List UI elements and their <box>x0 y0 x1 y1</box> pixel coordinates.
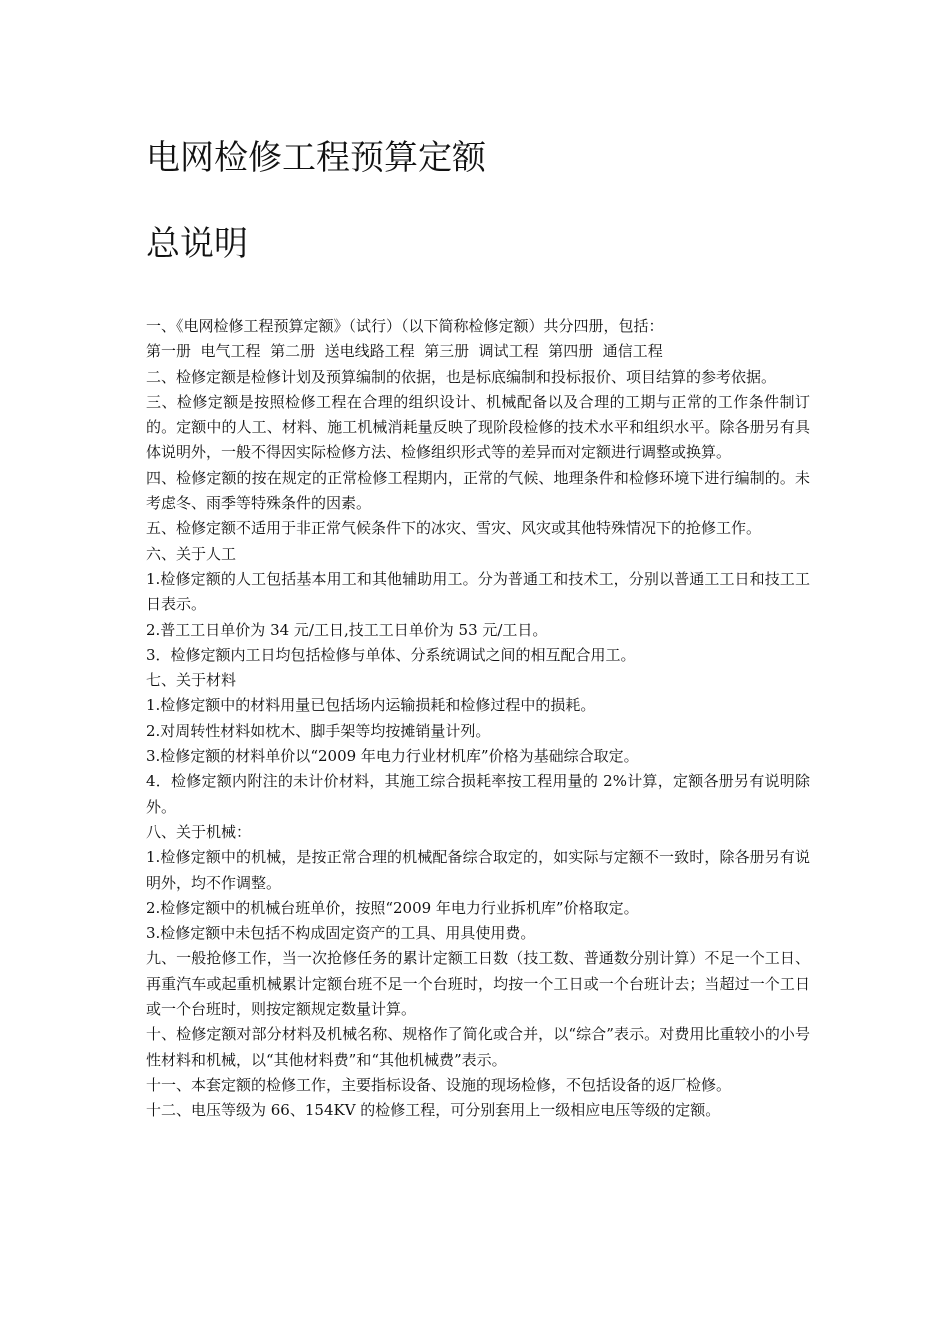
paragraph: 七、关于材料 <box>146 671 237 690</box>
paragraph: 十二、电压等级为 66、154KV 的检修工程，可分别套用上一级相应电压等级的定额。 <box>146 1101 721 1120</box>
paragraph: 二、检修定额是检修计划及预算编制的依据，也是标底编制和投标报价、项目结算的参考依据。 <box>146 367 777 386</box>
paragraph: 2.普工工日单价为 34 元/工日,技工工日单价为 53 元/工日。 <box>146 620 548 639</box>
document-body <box>146 314 810 1124</box>
paragraph: 第一册 电气工程 第二册 送电线路工程 第三册 调试工程 第四册 通信工程 <box>146 342 663 361</box>
section-title: 总说明 <box>146 224 248 264</box>
paragraph: 3.检修定额的材料单价以“2009 年电力行业材机库”价格为基础综合取定。 <box>146 747 639 766</box>
paragraph: 4．检修定额内附注的未计价材料，其施工综合损耗率按工程用量的 2%计算，定额各册另有说明除外。 <box>146 772 810 816</box>
paragraph: 五、检修定额不适用于非正常气候条件下的冰灾、雪灾、风灾或其他特殊情况下的抢修工作。 <box>146 519 762 538</box>
paragraph: 3．检修定额内工日均包括检修与单体、分系统调试之间的相互配合用工。 <box>146 645 636 664</box>
paragraph: 2.对周转性材料如枕木、脚手架等均按摊销量计列。 <box>146 721 491 740</box>
paragraph: 3.检修定额中未包括不构成固定资产的工具、用具使用费。 <box>146 924 536 943</box>
paragraph: 三、检修定额是按照检修工程在合理的组织设计、机械配备以及合理的工期与正常的工作条件制订的。定额中的人工、材料、施工机械消耗量反映了现阶段检修的技术水平和组织水平。除各册另有具体说明外，一般不得因实际检修方法、检修组织形式等的差异而对定额进行调整或换算。 <box>146 392 810 462</box>
paragraph: 1.检修定额的人工包括基本用工和其他辅助用工。分为普通工和技术工，分别以普通工工日和技工工日表示。 <box>146 569 810 614</box>
paragraph: 2.检修定额中的机械台班单价，按照“2009 年电力行业拆机库”价格取定。 <box>146 898 639 917</box>
paragraph: 四、检修定额的按在规定的正常检修工程期内，正常的气候、地理条件和检修环境下进行编制的。未考虑冬、雨季等特殊条件的因素。 <box>146 468 810 513</box>
paragraph: 八、关于机械： <box>146 822 252 841</box>
paragraph: 十、检修定额对部分材料及机械名称、规格作了简化或合并，以“综合”表示。对费用比重较小的小号性材料和机械，以“其他材料费”和“其他机械费”表示。 <box>146 1025 810 1069</box>
paragraph: 1.检修定额中的机械，是按正常合理的机械配备综合取定的，如实际与定额不一致时，除各册另有说明外，均不作调整。 <box>146 848 810 892</box>
paragraph: 十一、本套定额的检修工作，主要指标设备、设施的现场检修，不包括设备的返厂检修。 <box>146 1075 732 1094</box>
paragraph: 1.检修定额中的材料用量已包括场内运输损耗和检修过程中的损耗。 <box>146 696 596 715</box>
document-title: 电网检修工程预算定额 <box>146 138 486 178</box>
paragraph: 一、《电网检修工程预算定额》（试行）（以下简称检修定额）共分四册，包括： <box>146 317 664 335</box>
paragraph: 九、一般抢修工作，当一次抢修任务的累计定额工日数（技工数、普通数分别计算）不足一个工日、再重汽车或起重机械累计定额台班不足一个台班时，均按一个工日或一个台班计去；当超过一个工日或一个台班时，则按定额规定数量计算。 <box>146 949 810 1019</box>
paragraph: 六、关于人工 <box>146 544 237 563</box>
